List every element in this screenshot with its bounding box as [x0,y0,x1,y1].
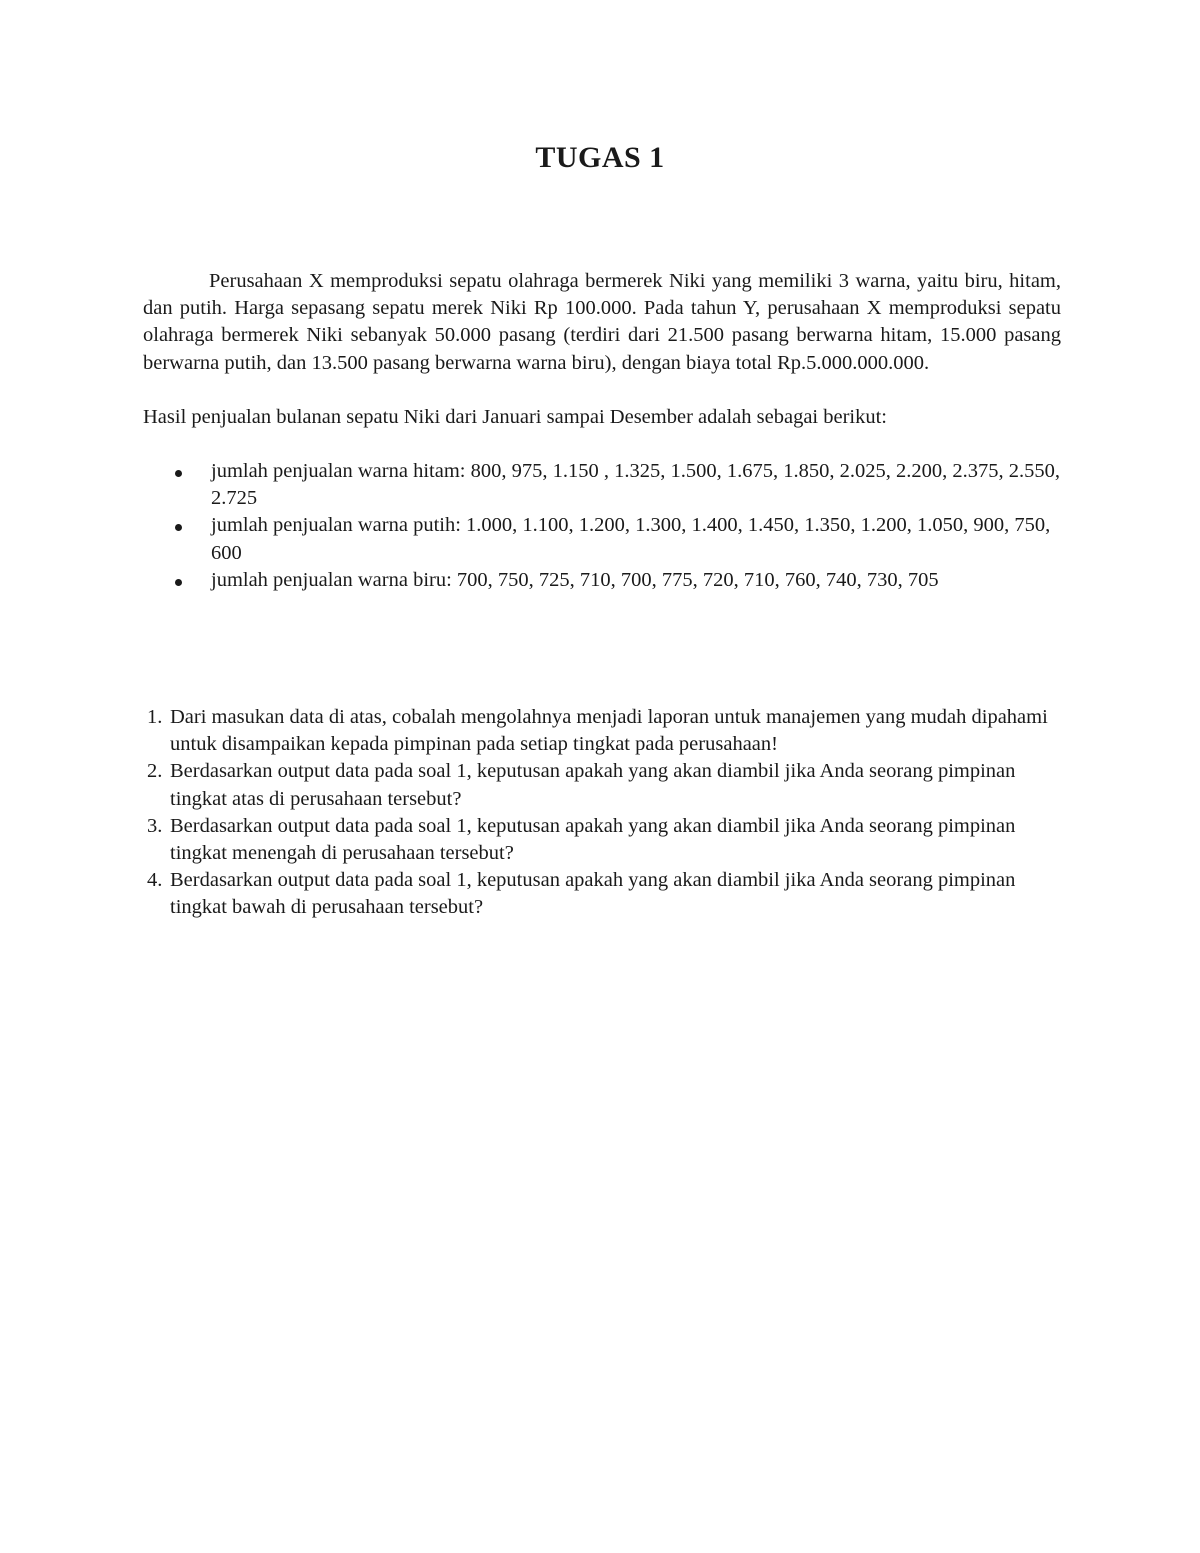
question-item [143,758,1061,812]
bullet-dot-icon [175,524,182,531]
page-title: TUGAS 1 [535,141,665,174]
question-number: 1. [147,706,163,728]
question-list [143,704,1061,922]
bullet-dot-icon [175,470,182,477]
question-number: 3. [147,814,163,837]
document-body [143,268,1061,594]
question-text: Berdasarkan output data pada soal 1, keputusan apakah yang akan diambil jika Anda seorang pimpinan tingkat atas di perusahaan tersebut? [170,760,1016,810]
question-text: Berdasarkan output data pada soal 1, keputusan apakah yang akan diambil jika Anda seorang pimpinan tingkat bawah di perusahaan tersebut? [170,869,1016,919]
bullet-text: jumlah penjualan warna putih: 1.000, 1.100, 1.200, 1.300, 1.400, 1.450, 1.350, 1.200, 1.050, 900, 750, 600 [211,514,1051,564]
bullet-item-biru [143,567,1061,594]
bullet-item-hitam [143,458,1061,512]
bullet-text: jumlah penjualan warna biru: 700, 750, 725, 710, 700, 775, 720, 710, 760, 740, 730, 705 [211,568,939,591]
question-item [143,813,1061,867]
question-number: 4. [147,869,163,892]
question-item [143,704,1061,758]
question-text: Berdasarkan output data pada soal 1, keputusan apakah yang akan diambil jika Anda seorang pimpinan tingkat menengah di perusahaan tersebut? [170,814,1016,865]
sales-bullet-list [143,458,1061,594]
bullet-text: jumlah penjualan warna hitam: 800, 975, 1.150 , 1.325, 1.500, 1.675, 1.850, 2.025, 2.200, 2.375, 2.550, 2.725 [211,460,1060,510]
sales-intro-text: Hasil penjualan bulanan sepatu Niki dari Januari sampai Desember adalah sebagai berikut: [143,405,888,428]
question-text: Dari masukan data di atas, cobalah mengolahnya menjadi laporan untuk manajemen yang mudah dipahami untuk disampaikan kepada pimpinan pada setiap tingkat pada perusahaan! [170,706,1048,756]
bullet-dot-icon [175,579,182,586]
question-item [143,867,1061,921]
bullet-item-putih [143,512,1061,566]
question-number: 2. [147,760,163,783]
intro-paragraph: Perusahaan X memproduksi sepatu olahraga bermerek Niki yang memiliki 3 warna, yaitu biru, hitam, dan putih. Harga sepasang sepatu merek Niki Rp 100.000. Pada tahun Y, perusahaan X memproduksi sepatu olahraga bermerek Niki sebanyak 50.000 pasang (terdiri dari 21.500 pasang berwarna hitam, 15.000 pasang berwarna putih, dan 13.500 pasang berwarna warna biru), dengan biaya total Rp.5.000.000.000. [143,270,1061,374]
